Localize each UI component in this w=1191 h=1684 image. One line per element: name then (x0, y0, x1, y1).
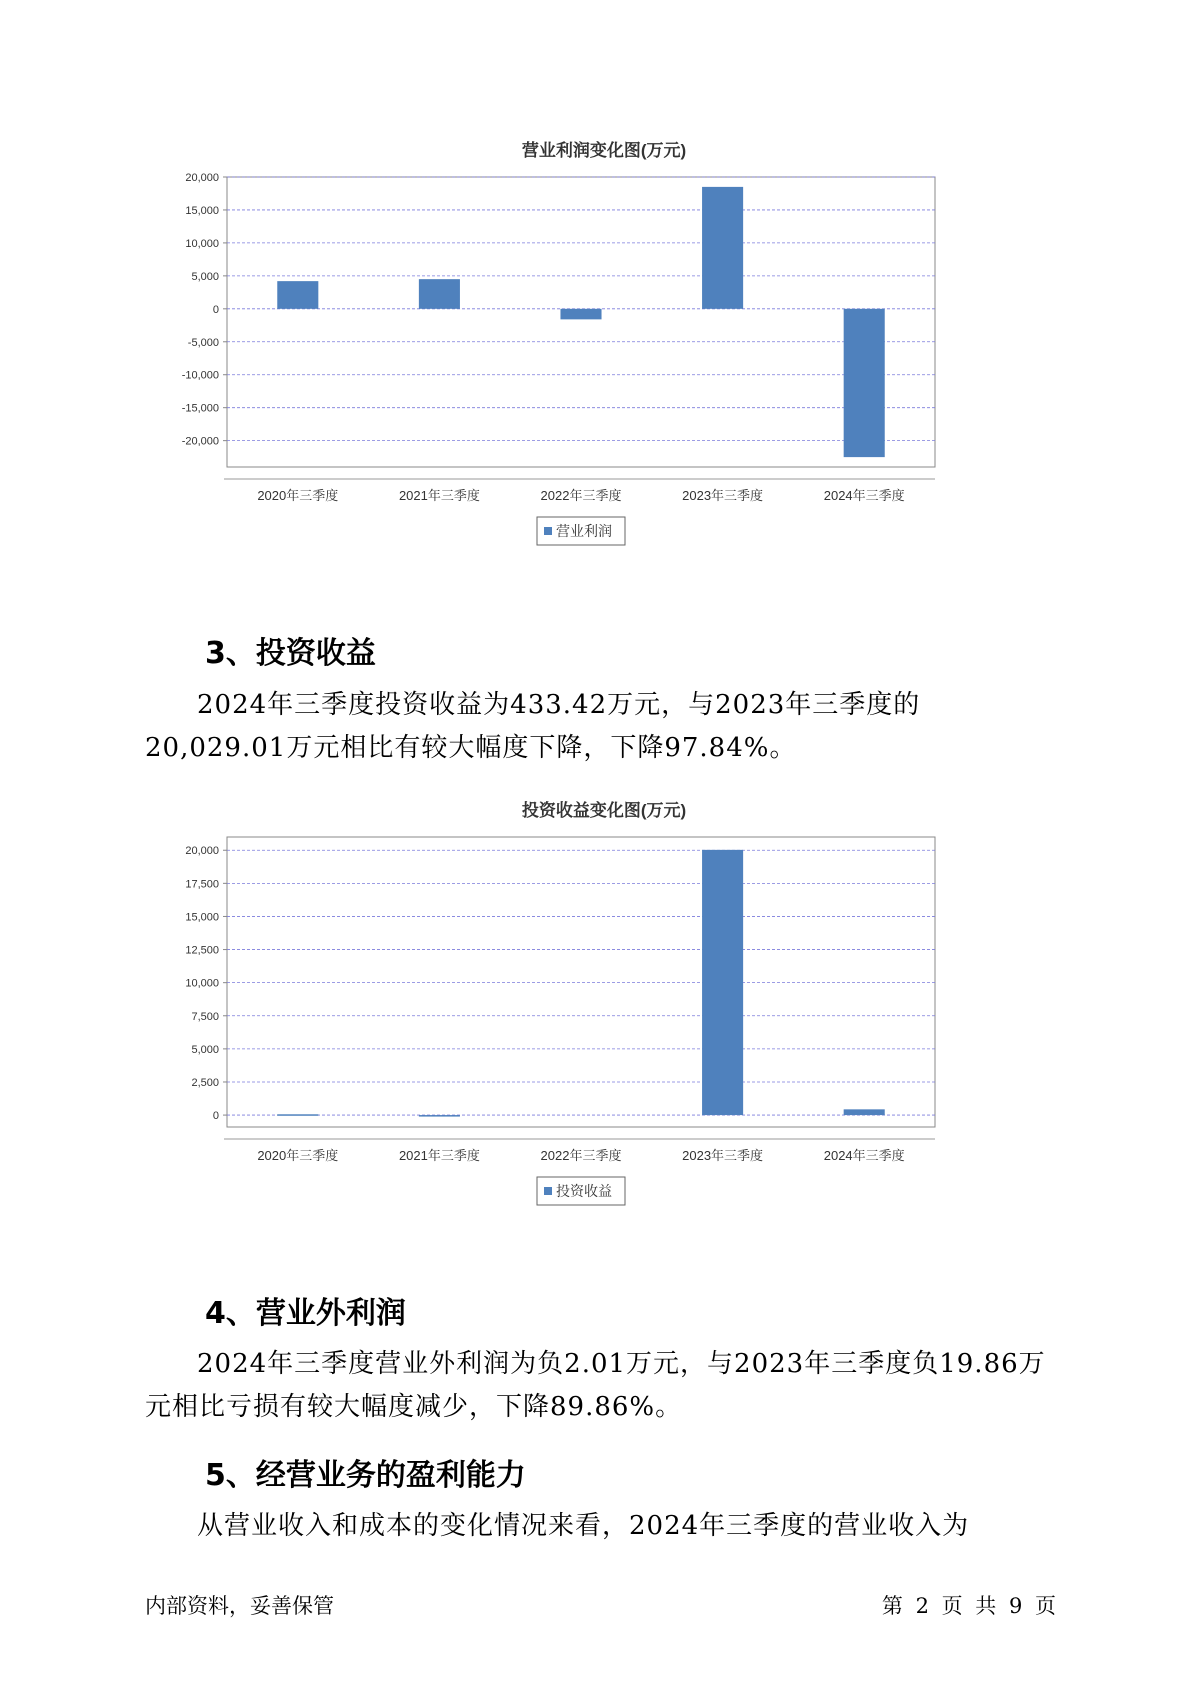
section-5-paragraph: 从营业收入和成本的变化情况来看，2024年三季度的营业收入为 (197, 1511, 970, 1541)
bar (702, 850, 743, 1115)
section-3-paragraph: 2024年三季度投资收益为433.42万元，与2023年三季度的20,029.01万元相比有较大幅度下降，下降97.84%。 (145, 690, 921, 763)
y-tick-label: -20,000 (181, 435, 219, 448)
y-tick-label: 10,000 (185, 977, 219, 990)
plot-frame (227, 177, 935, 467)
y-tick-label: -5,000 (187, 336, 219, 349)
legend-swatch (544, 527, 552, 535)
y-tick-label: 0 (212, 1110, 219, 1123)
y-tick-label: 10,000 (185, 237, 219, 250)
operating-profit-chart (150, 140, 1030, 600)
y-tick-label: 2,500 (191, 1076, 219, 1089)
y-tick-label: 0 (212, 303, 219, 316)
section-3-heading: 3、投资收益 (205, 636, 376, 671)
bar (419, 279, 460, 309)
y-tick-label: 20,000 (185, 172, 219, 184)
bar (844, 1109, 885, 1115)
section-4-heading: 4、营业外利润 (205, 1296, 406, 1331)
x-tick-label: 2020年三季度 (257, 1148, 339, 1163)
operating-profit-chart-svg (150, 140, 1030, 600)
footer-page-number: 第 2 页 共 9 页 (881, 1594, 1056, 1618)
bar (560, 309, 601, 320)
y-tick-label: 15,000 (185, 204, 219, 217)
x-tick-label: 2023年三季度 (682, 1148, 764, 1163)
x-tick-label: 2021年三季度 (398, 488, 480, 503)
section-5-heading: 5、经营业务的盈利能力 (205, 1458, 526, 1493)
y-tick-label: -15,000 (181, 402, 219, 415)
bar (277, 281, 318, 309)
y-tick-label: 17,500 (185, 878, 219, 891)
x-tick-label: 2021年三季度 (398, 1148, 480, 1163)
bar (277, 1114, 318, 1116)
y-tick-label: 7,500 (191, 1010, 219, 1023)
investment-income-chart-svg (150, 800, 1030, 1260)
chart-title: 营业利润变化图(万元) (521, 141, 687, 160)
section-4-paragraph: 2024年三季度营业外利润为负2.01万元，与2023年三季度负19.86万元相比亏损有较大幅度减少，下降89.86%。 (145, 1349, 1046, 1422)
x-tick-label: 2024年三季度 (823, 1148, 905, 1163)
investment-income-chart (150, 800, 1030, 1260)
legend-swatch (544, 1187, 552, 1195)
legend-label: 营业利润 (556, 523, 612, 539)
bar (419, 1115, 460, 1117)
y-tick-label: -10,000 (181, 369, 219, 382)
footer-confidential-note: 内部资料，妥善保管 (145, 1594, 334, 1618)
legend-label: 投资收益 (556, 1183, 612, 1199)
y-tick-label: 5,000 (191, 270, 219, 283)
y-tick-label: 15,000 (185, 911, 219, 924)
x-tick-label: 2024年三季度 (823, 488, 905, 503)
x-tick-label: 2020年三季度 (257, 488, 339, 503)
x-tick-label: 2022年三季度 (540, 488, 622, 503)
x-tick-label: 2023年三季度 (682, 488, 764, 503)
chart-title: 投资收益变化图(万元) (521, 801, 687, 820)
bar (844, 309, 885, 457)
y-tick-label: 5,000 (191, 1043, 219, 1056)
y-tick-label: 12,500 (185, 944, 219, 957)
x-tick-label: 2022年三季度 (540, 1148, 622, 1163)
y-tick-label: 20,000 (185, 845, 219, 858)
plot-frame (227, 837, 935, 1127)
bar (702, 187, 743, 309)
